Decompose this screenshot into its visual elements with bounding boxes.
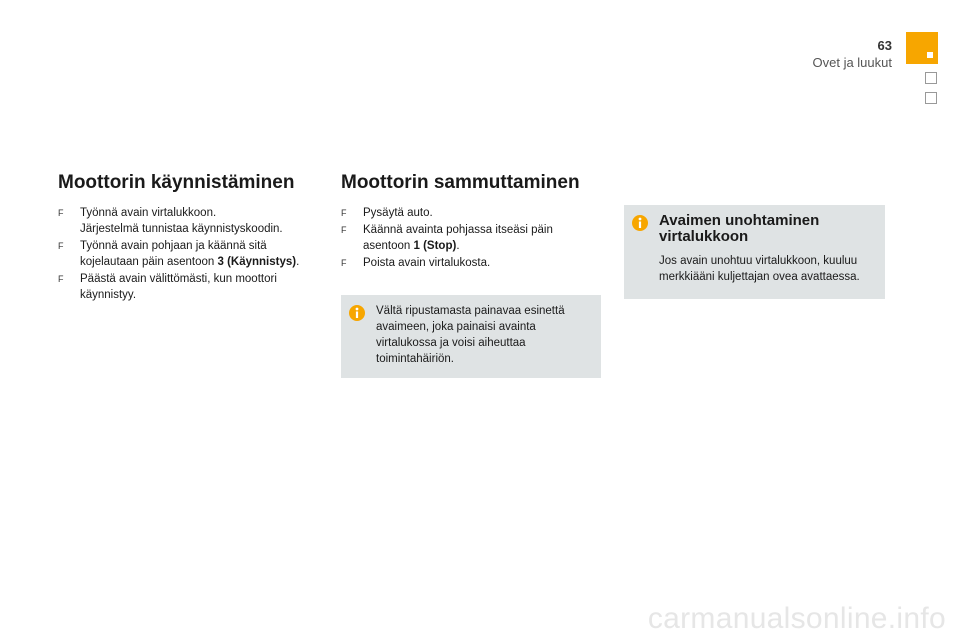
bullet-icon: F [341, 208, 347, 218]
list-item [341, 255, 603, 271]
page-number: 63 [877, 38, 892, 53]
info-text: Vältä ripustamasta painavaa esinettä avaimeen, joka painaisi avainta virtalukossa ja voisi aiheuttaa toimintahäiriön. [376, 305, 565, 365]
step-text: Poista avain virtalukosta. [363, 257, 491, 269]
bullet-icon: F [58, 274, 64, 284]
starting-steps [58, 205, 320, 304]
section-label: Ovet ja luukut [812, 55, 892, 70]
list-item [58, 205, 320, 237]
forgotten-key-info-box [624, 205, 885, 299]
stopping-heading: Moottorin sammuttaminen [341, 172, 580, 193]
step-text-end: . [296, 256, 300, 268]
step-bold: 1 (Stop) [413, 240, 457, 252]
bullet-icon: F [58, 241, 64, 251]
step-text: Päästä avain välittömästi, kun moottori käynnistyy. [80, 273, 277, 301]
tab-dot [927, 52, 933, 58]
chapter-tab-marker [906, 32, 938, 64]
chapter-tab-box-2 [925, 92, 937, 104]
info-text: Jos avain unohtuu virtalukkoon, kuuluu merkkiääni kuljettajan ovea avattaessa. [659, 255, 860, 283]
list-item [341, 222, 603, 254]
stopping-steps [341, 205, 603, 272]
list-item [341, 205, 603, 221]
watermark: carmanualsonline.info [647, 602, 946, 635]
step-text: Pysäytä auto. [363, 207, 433, 219]
step-text-end: . [456, 240, 460, 252]
starting-heading: Moottorin käynnistäminen [58, 172, 295, 193]
bullet-icon: F [341, 258, 347, 268]
step-text: Käännä avainta pohjassa itseäsi päin asentoon [363, 224, 553, 252]
bullet-icon: F [341, 225, 347, 235]
info-icon [349, 305, 365, 321]
step-text: Työnnä avain pohjaan ja käännä sitä kojelautaan päin asentoon [80, 240, 267, 268]
info-title: Avaimen unohtaminen virtalukkoon [659, 212, 820, 245]
info-icon [632, 215, 648, 231]
stopping-info-box [341, 295, 601, 378]
step-text: Työnnä avain virtalukkoon. Järjestelmä tunnistaa käynnistyskoodin. [80, 207, 283, 235]
bullet-icon: F [58, 208, 64, 218]
chapter-tab-box-1 [925, 72, 937, 84]
step-bold: 3 (Käynnistys) [217, 256, 297, 268]
list-item [58, 238, 320, 270]
list-item [58, 271, 320, 303]
